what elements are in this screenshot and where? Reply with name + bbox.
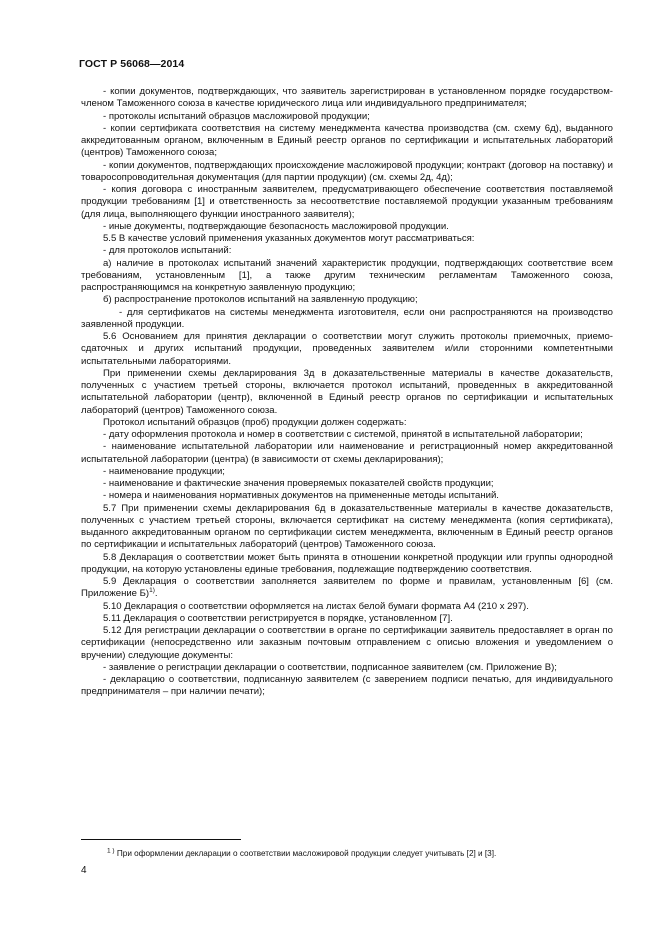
paragraph: а) наличие в протоколах испытаний значений характеристик продукции, подтверждающих соответствие всем требованиям, установленным [1], а также другим техническим регламентам Таможенного союза, распространяющимся на конкретную заявленную продукцию; [81, 257, 613, 293]
section-5-5: 5.5 В качестве условий применения указанных документов могут рассматриваться: [103, 233, 475, 244]
section-5-8: 5.8 Декларация о соответствии может быть принята в отношении конкретной продукции или группы однородной продукции, на которую установлены единые требования, подлежащие подтверждению соответствия. [81, 551, 613, 575]
section-5-6: 5.6 Основанием для принятия декларации о соответствии могут служить протоколы приемочных, приемо-сдаточных и других испытаний продукции, проведенных заявителем и/или сторонними компетентными испытательными лабораториями. [81, 331, 613, 367]
paragraph: б) распространение протоколов испытаний на заявленную продукцию; [103, 294, 418, 306]
footnote-text: При оформлении декларации о соответствии масложировой продукции следует учитывать [2] и [3]. [116, 849, 497, 858]
paragraph: - номера и наименования нормативных документов на примененные методы испытаний. [103, 490, 499, 502]
body-text [81, 86, 613, 699]
paragraph: - копии документов, подтверждающих происхождение масложировой продукции; контракт (договор на поставку) и товаросопроводительная документация (для партии продукции) (см. схемы 2д, 4д); [81, 159, 613, 183]
paragraph: - копии сертификата соответствия на систему менеджмента качества производства (см. схему 6д), выданного аккредитованным органом, включенным в Единый реестр органов по сертификации и испытательных лабораторий (центров) Таможенного союза; [81, 122, 613, 159]
paragraph: - иные документы, подтверждающие безопасность масложировой продукции. [103, 220, 449, 232]
paragraph: - протоколы испытаний образцов масложировой продукции; [103, 110, 370, 122]
section-5-9-text: 5.9 Декларация о соответствии заполняется заявителем по форме и правилам, установленным [6] (см. Приложение Б) [81, 576, 613, 600]
paragraph: - дату оформления протокола и номер в соответствии с системой, принятой в испытательной лаборатории; [103, 429, 583, 440]
section-5-7: 5.7 При применении схемы декларирования 6д в доказательственные материалы в качестве доказательств, полученных с участием третьей стороны, включается сертификат на систему менеджмента (копия сертификата), выданного аккредитованным органом по сертификации систем менеджмента, включенным в Единый реестр органов по сертификации и испытательных лабораторий (центров) Таможенного союза. [81, 502, 613, 551]
footnote [107, 849, 617, 859]
footnote-reference: 1) [149, 587, 155, 595]
paragraph: - копии документов, подтверждающих, что заявитель зарегистрирован в установленном порядке государством-членом Таможенного союза в качестве юридического лица или индивидуального предпринимателя; [81, 86, 613, 110]
footnote-mark: 1 ) [107, 847, 115, 855]
paragraph: - наименование продукции; [103, 465, 225, 477]
paragraph: - для сертификатов на системы менеджмента изготовителя, если они распространяются на производство заявленной продукции. [81, 306, 613, 330]
paragraph: - копия договора с иностранным заявителем, предусматривающего обеспечение соответствия поставляемой продукции требованиям [1] и ответственность за несоответствие поставляемой продукции указанным требованиям (для лица, выполняющего функции иностранного заявителя); [81, 184, 613, 220]
standard-title: ГОСТ Р 56068—2014 [79, 58, 185, 70]
paragraph: - декларацию о соответствии, подписанную заявителем (с заверением подписи печатью, для индивидуального предпринимателя – при наличии печати); [81, 674, 613, 698]
section-5-12: 5.12 Для регистрации декларации о соответствии в органе по сертификации заявитель предоставляет в орган по сертификации (непосредственно или заказным почтовым отправлением с описью вложения и уведомлением о вручении) следующие документы: [81, 625, 613, 661]
section-5-10: 5.10 Декларация о соответствии оформляется на листах белой бумаги формата А4 (210 x 297). [103, 600, 529, 612]
section-5-9: 5.9 Декларация о соответствии заполняется заявителем по форме и правилам, установленным [6] (см. Приложение Б)$^{1)}$. [81, 576, 613, 600]
paragraph: - наименование испытательной лаборатории или наименование и регистрационный номер аккредитованной испытательной лаборатории (центра) (в зависимости от схемы декларирования); [81, 441, 613, 465]
paragraph: - для протоколов испытаний: [103, 245, 232, 257]
footnote-divider [81, 839, 241, 840]
page-number: 4 [81, 865, 87, 876]
paragraph: - наименование и фактические значения проверяемых показателей свойств продукции; [103, 478, 494, 489]
paragraph: При применении схемы декларирования 3д в доказательственные материалы в качестве доказательств, полученных с участием третьей стороны, включается протокол испытаний, проведенных в аккредитованной испытательной лаборатории (центр), включенной в Единый реестр органов по сертификации и испытательных лабораторий (центров) Таможенного союза. [81, 367, 613, 416]
paragraph: - заявление о регистрации декларации о соответствии, подписанное заявителем (см. Приложение В); [103, 661, 557, 673]
paragraph: Протокол испытаний образцов (проб) продукции должен содержать: [103, 416, 407, 428]
section-5-11: 5.11 Декларация о соответствии регистрируется в порядке, установленном [7]. [103, 612, 453, 624]
